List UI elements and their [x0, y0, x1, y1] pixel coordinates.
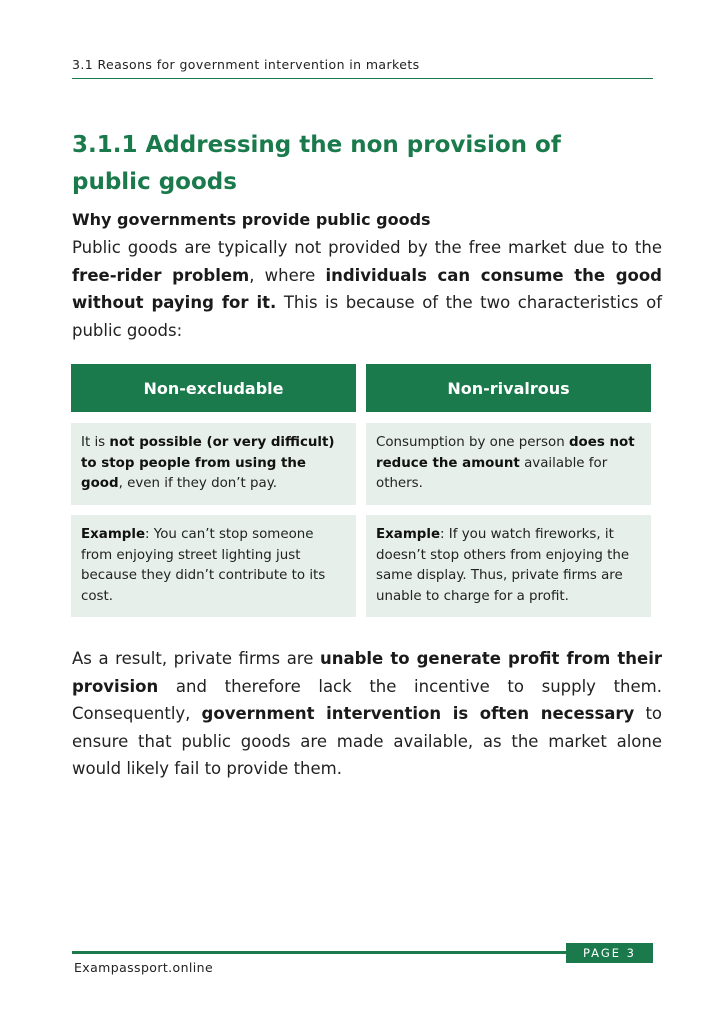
column-header-non-rivalrous: Non-rivalrous	[366, 364, 651, 412]
text-run: Public goods are typically not provided by the free market due to the	[72, 238, 662, 257]
text-run: : If you watch fireworks, it doesn’t stop others from enjoying the same display. Thus, private firms are unable to charge for a profit.	[376, 527, 630, 604]
page-number-badge: PAGE 3	[566, 943, 653, 963]
conclusion-paragraph	[72, 645, 662, 783]
bold-text: not possible (or very difficult) to stop people from using the good	[81, 435, 335, 491]
text-run: , even if they don’t pay.	[118, 476, 278, 491]
bold-text: Example	[376, 527, 441, 542]
text-run: and therefore lack the incentive to supply them. Consequently,	[72, 676, 662, 723]
running-header: 3.1 Reasons for government intervention in markets	[72, 57, 420, 72]
non-rivalrous-definition	[366, 423, 651, 505]
subheading: Why governments provide public goods	[72, 210, 431, 229]
text-run: It is	[81, 435, 110, 450]
column-header-non-excludable: Non-excludable	[71, 364, 356, 412]
non-excludable-definition	[71, 423, 356, 505]
intro-paragraph	[72, 234, 662, 344]
text-run: This is because of the two characteristics of public goods:	[72, 293, 663, 340]
bold-text: individuals can consume the good without paying for it.	[72, 265, 662, 312]
header-divider	[72, 78, 653, 79]
section-title: 3.1.1 Addressing the non provision of public goods	[72, 132, 561, 195]
non-excludable-example	[71, 515, 356, 617]
non-rivalrous-example	[366, 515, 651, 617]
text-run: to ensure that public goods are made available, as the market alone would likely fail to provide them.	[72, 704, 663, 778]
text-run: , where	[249, 265, 326, 285]
bold-text: does not reduce the amount	[376, 435, 635, 471]
bold-text: free-rider problem	[72, 265, 250, 285]
bold-text: unable to generate profit from their provision	[72, 649, 662, 696]
footer-divider	[72, 951, 568, 954]
text-run: : You can’t stop someone from enjoying street lighting just because they didn’t contribute to its cost.	[81, 527, 326, 604]
text-run: available for others.	[376, 455, 608, 491]
bold-text: government intervention is often necessary	[201, 704, 635, 723]
footer-site-name: Exampassport.online	[74, 960, 214, 975]
text-run: Consumption by one person	[376, 435, 569, 450]
bold-text: Example	[81, 527, 146, 542]
text-run: As a result, private firms are	[72, 649, 320, 668]
